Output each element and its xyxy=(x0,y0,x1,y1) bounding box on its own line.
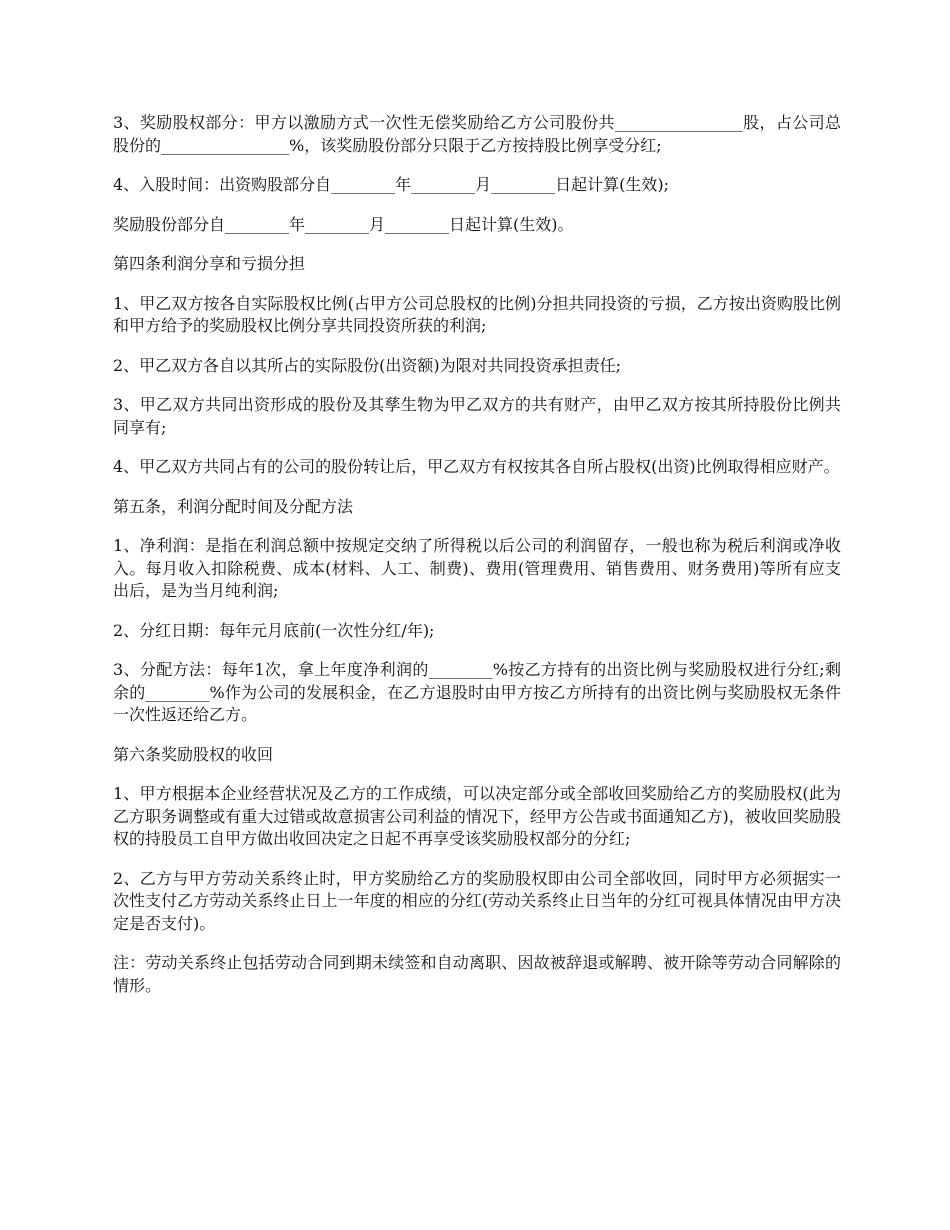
article-6-note: 注：劳动关系终止包括劳动合同到期未续签和自动离职、因故被辞退或解聘、被开除等劳动合同解除的情形。 xyxy=(113,953,841,995)
document-page xyxy=(113,112,841,1112)
article-5-item-3: 3、分配方法：每年1次，拿上年度净利润的________%按乙方持有的出资比例与奖励股权进行分红;剩余的________%作为公司的发展积金，在乙方退股时由甲方按乙方所持有的出资比例与奖励股权无条件一次性返还给乙方。 xyxy=(113,660,841,724)
section-heading-article-6: 第六条奖励股权的收回 xyxy=(113,744,274,764)
article-4-item-3: 3、甲乙双方共同出资形成的股份及其孳生物为甲乙双方的共有财产，由甲乙双方按其所持股份比例共同享有; xyxy=(113,395,841,437)
clause-share-start-time: 4、入股时间：出资购股部分自________年________月________日起计算(生效); xyxy=(113,175,670,194)
article-5-item-2: 2、分红日期：每年元月底前(一次性分红/年); xyxy=(113,620,435,640)
article-6-item-2: 2、乙方与甲方劳动关系终止时，甲方奖励给乙方的奖励股权即由公司全部收回，同时甲方必须据实一次性支付乙方劳动关系终止日上一年度的相应的分红(劳动关系终止日当年的分红可视具体情况由甲方决定是否支付)。 xyxy=(113,868,841,933)
clause-reward-shares: 3、奖励股权部分：甲方以激励方式一次性无偿奖励给乙方公司股份共________________股，占公司总股份的________________%，该奖励股份部分只限于乙方按持股比例享受分红; xyxy=(113,113,841,155)
section-heading-article-4: 第四条利润分享和亏损分担 xyxy=(113,254,306,273)
article-4-item-1: 1、甲乙双方按各自实际股权比例(占甲方公司总股权的比例)分担共同投资的亏损，乙方按出资购股比例和甲方给予的奖励股权比例分享共同投资所获的利润; xyxy=(113,293,841,335)
article-5-item-1: 1、净利润：是指在利润总额中按规定交纳了所得税以后公司的利润留存，一般也称为税后利润或净收入。每月收入扣除税费、成本(材料、人工、制费)、费用(管理费用、销售费用、财务费用)等所有应支出后，是为当月纯利润; xyxy=(113,536,841,600)
article-4-item-2: 2、甲乙双方各自以其所占的实际股份(出资额)为限对共同投资承担责任; xyxy=(113,355,622,375)
section-heading-article-5: 第五条，利润分配时间及分配方法 xyxy=(113,496,354,516)
clause-reward-start-time: 奖励股份部分自________年________月________日起计算(生效)。 xyxy=(113,214,574,234)
article-4-item-4: 4、甲乙双方共同占有的公司的股份转让后，甲乙双方有权按其各自所占股权(出资)比例取得相应财产。 xyxy=(113,457,840,476)
article-6-item-1: 1、甲方根据本企业经营状况及乙方的工作成绩，可以决定部分或全部收回奖励给乙方的奖励股权(此为乙方职务调整或有重大过错或故意损害公司利益的情况下，经甲方公告或书面通知乙方)，被收回奖励股权的持股员工自甲方做出收回决定之日起不再享受该奖励股权部分的分红; xyxy=(113,784,841,848)
